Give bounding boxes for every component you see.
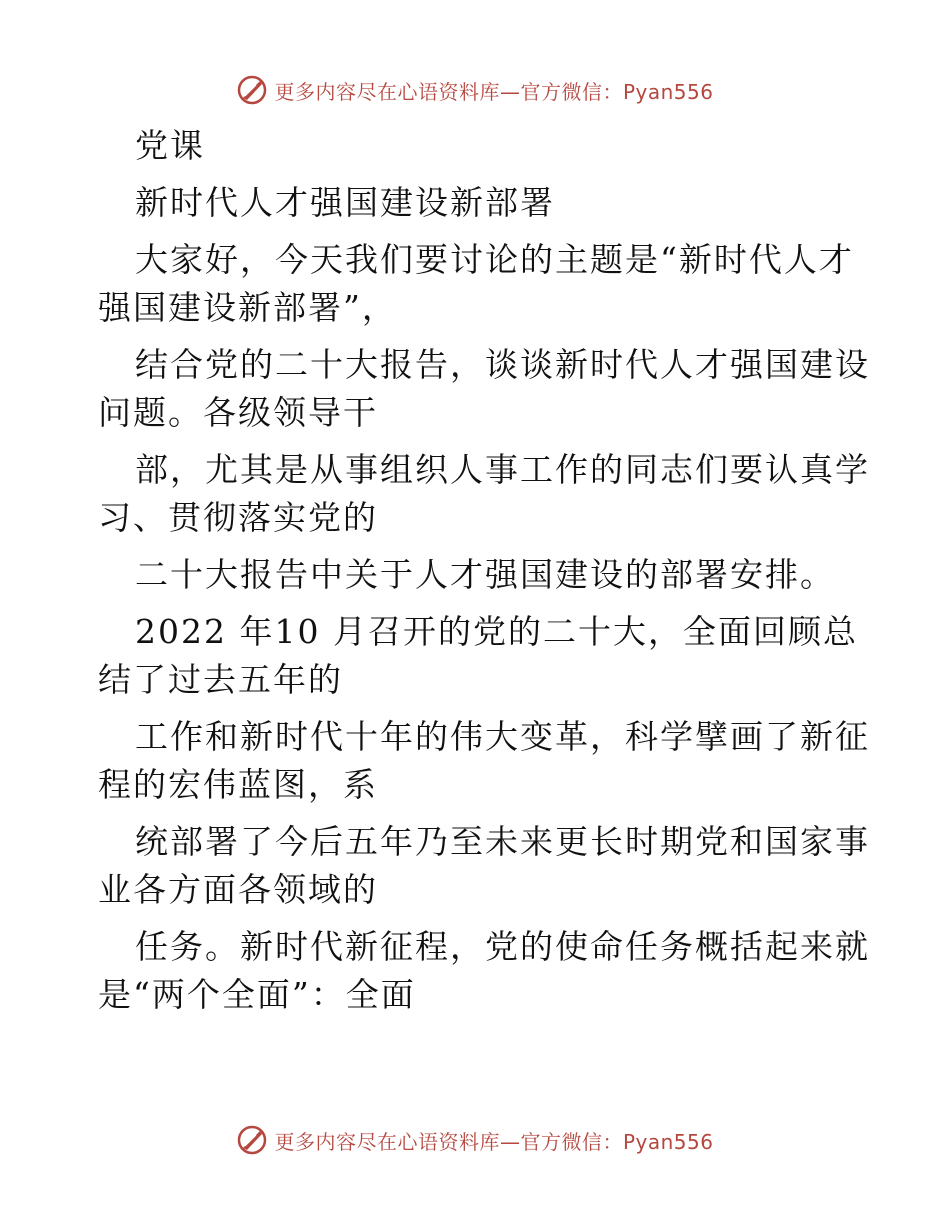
text-line: 业各方面各领域的 bbox=[98, 870, 378, 909]
text-line: 二十大报告中关于人才强国建设的部署安排。 bbox=[135, 555, 835, 594]
text-line: 2022 年10 月召开的党的二十大，全面回顾总 bbox=[135, 612, 858, 651]
text-line: 结合党的二十大报告，谈谈新时代人才强国建设 bbox=[135, 345, 870, 384]
quill-logo-icon bbox=[236, 1124, 268, 1156]
header-watermark bbox=[0, 72, 950, 108]
text-line: 程的宏伟蓝图，系 bbox=[98, 765, 378, 804]
watermark-text: 更多内容尽在心语资料库—官方微信：Pyan556 bbox=[274, 1129, 714, 1154]
doc-heading-label: 党课 bbox=[135, 126, 205, 165]
text-line: 问题。各级领导干 bbox=[98, 393, 378, 432]
text-line: 强国建设新部署”， bbox=[98, 288, 397, 327]
text-line: 是“两个全面”：全面 bbox=[98, 975, 416, 1014]
text-line: 任务。新时代新征程，党的使命任务概括起来就 bbox=[135, 927, 870, 966]
text-line: 工作和新时代十年的伟大变革，科学擘画了新征 bbox=[135, 717, 870, 756]
text-line: 统部署了今后五年乃至未来更长时期党和国家事 bbox=[135, 822, 870, 861]
text-line: 大家好，今天我们要讨论的主题是“新时代人才 bbox=[135, 240, 854, 279]
document-body bbox=[98, 122, 868, 1018]
doc-title: 新时代人才强国建设新部署 bbox=[135, 183, 555, 222]
text-line: 结了过去五年的 bbox=[98, 660, 343, 699]
text-line: 部，尤其是从事组织人事工作的同志们要认真学 bbox=[135, 450, 870, 489]
text-line: 习、贯彻落实党的 bbox=[98, 498, 378, 537]
watermark-text: 更多内容尽在心语资料库—官方微信：Pyan556 bbox=[274, 79, 714, 104]
footer-watermark bbox=[0, 1122, 950, 1158]
quill-logo-icon bbox=[236, 74, 268, 106]
